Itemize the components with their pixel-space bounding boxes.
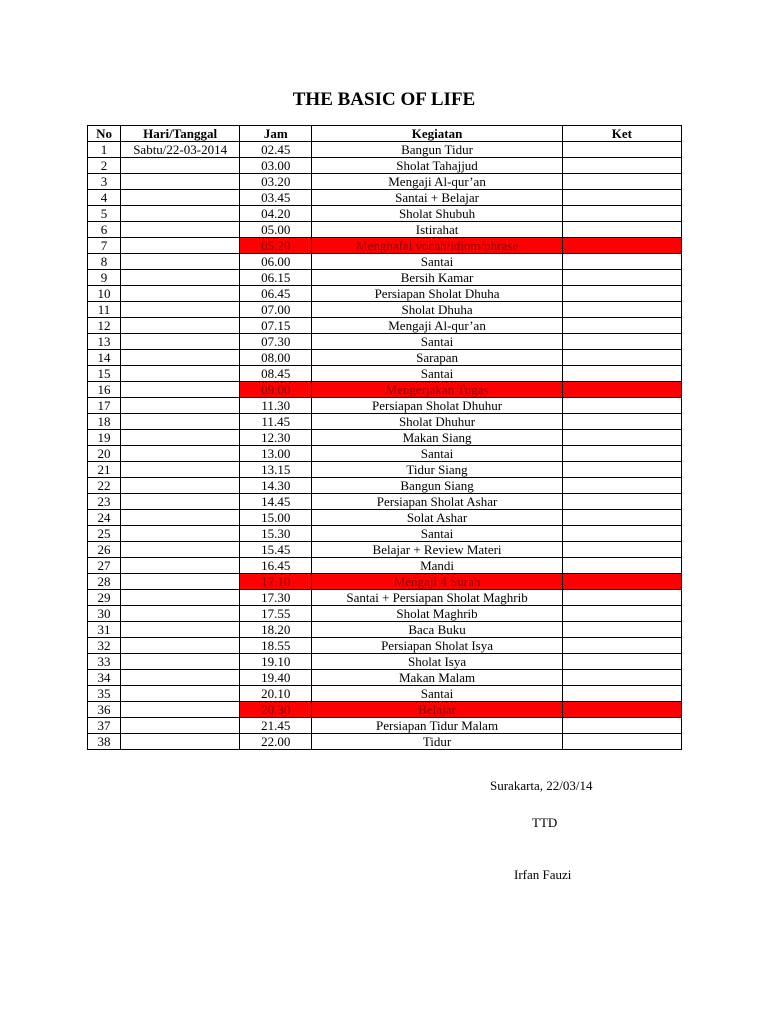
cell-jam: 17.10 — [240, 574, 312, 590]
cell-kegiatan: Sholat Maghrib — [312, 606, 562, 622]
cell-ket — [562, 686, 681, 702]
table-row — [88, 334, 682, 350]
cell-kegiatan: Mandi — [312, 558, 562, 574]
cell-jam: 02.45 — [240, 142, 312, 158]
table-row — [88, 638, 682, 654]
cell-jam: 15.30 — [240, 526, 312, 542]
table-row — [88, 494, 682, 510]
cell-no: 15 — [88, 366, 121, 382]
cell-jam: 09.00 — [240, 382, 312, 398]
cell-ket — [562, 590, 681, 606]
cell-hari-tanggal: Sabtu/22-03-2014 — [121, 142, 240, 158]
cell-hari-tanggal — [121, 398, 240, 414]
cell-kegiatan: Baca Buku — [312, 622, 562, 638]
cell-ket — [562, 622, 681, 638]
table-row — [88, 622, 682, 638]
cell-jam: 17.55 — [240, 606, 312, 622]
cell-jam: 04.20 — [240, 206, 312, 222]
signature-name: Irfan Fauzi — [514, 867, 572, 882]
cell-no: 16 — [88, 382, 121, 398]
cell-kegiatan: Persiapan Sholat Dhuha — [312, 286, 562, 302]
cell-hari-tanggal — [121, 606, 240, 622]
cell-kegiatan: Santai — [312, 254, 562, 270]
cell-kegiatan: Sholat Dhuhur — [312, 414, 562, 430]
cell-no: 26 — [88, 542, 121, 558]
cell-jam: 17.30 — [240, 590, 312, 606]
cell-no: 1 — [88, 142, 121, 158]
table-row — [88, 670, 682, 686]
cell-hari-tanggal — [121, 638, 240, 654]
cell-hari-tanggal — [121, 558, 240, 574]
cell-no: 18 — [88, 414, 121, 430]
cell-ket — [562, 318, 681, 334]
cell-kegiatan: Santai — [312, 446, 562, 462]
cell-jam: 14.45 — [240, 494, 312, 510]
cell-kegiatan: Santai — [312, 526, 562, 542]
cell-ket — [562, 286, 681, 302]
table-row — [88, 590, 682, 606]
cell-kegiatan: Santai — [312, 366, 562, 382]
cell-no: 38 — [88, 734, 121, 750]
cell-ket — [562, 270, 681, 286]
table-row — [88, 206, 682, 222]
cell-ket — [562, 254, 681, 270]
cell-no: 21 — [88, 462, 121, 478]
header-jam: Jam — [240, 126, 312, 142]
cell-jam: 03.45 — [240, 190, 312, 206]
cell-ket — [562, 366, 681, 382]
cell-jam: 07.00 — [240, 302, 312, 318]
cell-kegiatan: Bangun Siang — [312, 478, 562, 494]
cell-jam: 03.00 — [240, 158, 312, 174]
cell-kegiatan: Persiapan Sholat Ashar — [312, 494, 562, 510]
header-ket: Ket — [562, 126, 681, 142]
cell-jam: 21.45 — [240, 718, 312, 734]
cell-hari-tanggal — [121, 446, 240, 462]
cell-ket — [562, 446, 681, 462]
table-row — [88, 718, 682, 734]
table-row — [88, 318, 682, 334]
table-row — [88, 254, 682, 270]
cell-jam: 05.00 — [240, 222, 312, 238]
cell-hari-tanggal — [121, 526, 240, 542]
cell-hari-tanggal — [121, 414, 240, 430]
cell-ket — [562, 398, 681, 414]
cell-kegiatan: Sholat Dhuha — [312, 302, 562, 318]
cell-hari-tanggal — [121, 382, 240, 398]
cell-no: 19 — [88, 430, 121, 446]
cell-jam: 15.45 — [240, 542, 312, 558]
cell-no: 34 — [88, 670, 121, 686]
cell-no: 37 — [88, 718, 121, 734]
cell-ket — [562, 702, 681, 718]
cell-kegiatan: Makan Malam — [312, 670, 562, 686]
cell-ket — [562, 638, 681, 654]
table-row — [88, 542, 682, 558]
cell-ket — [562, 142, 681, 158]
cell-no: 8 — [88, 254, 121, 270]
cell-hari-tanggal — [121, 366, 240, 382]
cell-jam: 07.30 — [240, 334, 312, 350]
signature-place-date: Surakarta, 22/03/14 — [490, 778, 593, 793]
cell-hari-tanggal — [121, 574, 240, 590]
cell-ket — [562, 478, 681, 494]
cell-jam: 12.30 — [240, 430, 312, 446]
header-kegiatan: Kegiatan — [312, 126, 562, 142]
header-hari-tanggal: Hari/Tanggal — [121, 126, 240, 142]
table-row — [88, 238, 682, 254]
cell-hari-tanggal — [121, 590, 240, 606]
cell-hari-tanggal — [121, 286, 240, 302]
table-row — [88, 510, 682, 526]
table-row — [88, 190, 682, 206]
cell-hari-tanggal — [121, 174, 240, 190]
table-row — [88, 686, 682, 702]
cell-kegiatan: Tidur Siang — [312, 462, 562, 478]
table-row — [88, 446, 682, 462]
cell-jam: 18.55 — [240, 638, 312, 654]
cell-jam: 11.30 — [240, 398, 312, 414]
cell-jam: 22.00 — [240, 734, 312, 750]
cell-ket — [562, 190, 681, 206]
cell-hari-tanggal — [121, 734, 240, 750]
cell-ket — [562, 238, 681, 254]
page-title: THE BASIC OF LIFE — [292, 89, 476, 110]
cell-kegiatan: Bangun Tidur — [312, 142, 562, 158]
cell-no: 36 — [88, 702, 121, 718]
cell-no: 28 — [88, 574, 121, 590]
cell-no: 11 — [88, 302, 121, 318]
cell-kegiatan: Santai — [312, 334, 562, 350]
cell-ket — [562, 542, 681, 558]
cell-kegiatan: Tidur — [312, 734, 562, 750]
cell-ket — [562, 558, 681, 574]
table-row — [88, 478, 682, 494]
cell-ket — [562, 382, 681, 398]
cell-no: 31 — [88, 622, 121, 638]
cell-hari-tanggal — [121, 334, 240, 350]
cell-no: 4 — [88, 190, 121, 206]
cell-jam: 13.00 — [240, 446, 312, 462]
cell-kegiatan: Santai — [312, 686, 562, 702]
cell-hari-tanggal — [121, 222, 240, 238]
schedule-body — [88, 142, 682, 750]
cell-no: 20 — [88, 446, 121, 462]
cell-hari-tanggal — [121, 510, 240, 526]
cell-hari-tanggal — [121, 702, 240, 718]
cell-hari-tanggal — [121, 270, 240, 286]
table-row — [88, 366, 682, 382]
cell-no: 17 — [88, 398, 121, 414]
cell-no: 32 — [88, 638, 121, 654]
cell-no: 2 — [88, 158, 121, 174]
cell-kegiatan: Santai + Belajar — [312, 190, 562, 206]
header-no: No — [88, 126, 121, 142]
cell-hari-tanggal — [121, 686, 240, 702]
table-row — [88, 654, 682, 670]
cell-ket — [562, 574, 681, 590]
cell-hari-tanggal — [121, 622, 240, 638]
cell-hari-tanggal — [121, 302, 240, 318]
cell-ket — [562, 334, 681, 350]
cell-ket — [562, 222, 681, 238]
table-row — [88, 702, 682, 718]
cell-no: 10 — [88, 286, 121, 302]
cell-hari-tanggal — [121, 462, 240, 478]
table-row — [88, 174, 682, 190]
cell-ket — [562, 462, 681, 478]
table-row — [88, 558, 682, 574]
cell-hari-tanggal — [121, 478, 240, 494]
cell-no: 9 — [88, 270, 121, 286]
table-row — [88, 462, 682, 478]
cell-no: 29 — [88, 590, 121, 606]
cell-ket — [562, 350, 681, 366]
cell-kegiatan: Solat Ashar — [312, 510, 562, 526]
cell-jam: 13.15 — [240, 462, 312, 478]
cell-kegiatan: Mengaji Al-qur’an — [312, 318, 562, 334]
table-row — [88, 142, 682, 158]
cell-jam: 19.10 — [240, 654, 312, 670]
cell-ket — [562, 654, 681, 670]
table-row — [88, 286, 682, 302]
cell-jam: 19.40 — [240, 670, 312, 686]
cell-kegiatan: Mengaji 4 Surah — [312, 574, 562, 590]
cell-ket — [562, 606, 681, 622]
cell-jam: 20.10 — [240, 686, 312, 702]
cell-ket — [562, 206, 681, 222]
cell-hari-tanggal — [121, 350, 240, 366]
cell-ket — [562, 670, 681, 686]
table-row — [88, 398, 682, 414]
cell-no: 35 — [88, 686, 121, 702]
cell-hari-tanggal — [121, 430, 240, 446]
cell-hari-tanggal — [121, 654, 240, 670]
table-row — [88, 430, 682, 446]
cell-hari-tanggal — [121, 318, 240, 334]
cell-jam: 15.00 — [240, 510, 312, 526]
cell-jam: 06.45 — [240, 286, 312, 302]
table-row — [88, 606, 682, 622]
cell-kegiatan: Makan Siang — [312, 430, 562, 446]
cell-hari-tanggal — [121, 670, 240, 686]
cell-jam: 20.30 — [240, 702, 312, 718]
cell-kegiatan: Belajar + Review Materi — [312, 542, 562, 558]
table-row — [88, 574, 682, 590]
cell-no: 5 — [88, 206, 121, 222]
cell-kegiatan: Persiapan Sholat Dhuhur — [312, 398, 562, 414]
signature-ttd: TTD — [532, 815, 558, 830]
cell-no: 6 — [88, 222, 121, 238]
cell-jam: 07.15 — [240, 318, 312, 334]
cell-hari-tanggal — [121, 542, 240, 558]
cell-kegiatan: Bersih Kamar — [312, 270, 562, 286]
table-row — [88, 414, 682, 430]
cell-jam: 14.30 — [240, 478, 312, 494]
cell-kegiatan: Sholat Isya — [312, 654, 562, 670]
cell-no: 30 — [88, 606, 121, 622]
cell-ket — [562, 494, 681, 510]
cell-kegiatan: Sarapan — [312, 350, 562, 366]
cell-no: 3 — [88, 174, 121, 190]
table-row — [88, 270, 682, 286]
cell-ket — [562, 414, 681, 430]
cell-no: 27 — [88, 558, 121, 574]
table-row — [88, 734, 682, 750]
cell-no: 13 — [88, 334, 121, 350]
cell-kegiatan: Sholat Tahajjud — [312, 158, 562, 174]
cell-jam: 18.20 — [240, 622, 312, 638]
cell-hari-tanggal — [121, 158, 240, 174]
cell-kegiatan: Persiapan Sholat Isya — [312, 638, 562, 654]
cell-jam: 06.00 — [240, 254, 312, 270]
cell-ket — [562, 430, 681, 446]
cell-hari-tanggal — [121, 190, 240, 206]
cell-kegiatan: Persiapan Tidur Malam — [312, 718, 562, 734]
cell-jam: 06.15 — [240, 270, 312, 286]
table-row — [88, 222, 682, 238]
cell-no: 24 — [88, 510, 121, 526]
cell-ket — [562, 718, 681, 734]
table-row — [88, 350, 682, 366]
cell-kegiatan: Istirahat — [312, 222, 562, 238]
cell-hari-tanggal — [121, 254, 240, 270]
cell-ket — [562, 734, 681, 750]
cell-no: 25 — [88, 526, 121, 542]
cell-ket — [562, 302, 681, 318]
table-row — [88, 302, 682, 318]
cell-no: 7 — [88, 238, 121, 254]
cell-ket — [562, 526, 681, 542]
cell-hari-tanggal — [121, 206, 240, 222]
cell-kegiatan: Menghafal vocab/idiom/phrase — [312, 238, 562, 254]
cell-jam: 05.20 — [240, 238, 312, 254]
cell-ket — [562, 174, 681, 190]
schedule-table — [87, 125, 682, 750]
cell-kegiatan: Sholat Shubuh — [312, 206, 562, 222]
cell-jam: 08.00 — [240, 350, 312, 366]
cell-no: 12 — [88, 318, 121, 334]
cell-jam: 03.20 — [240, 174, 312, 190]
table-row — [88, 526, 682, 542]
cell-hari-tanggal — [121, 494, 240, 510]
cell-kegiatan: Belajar — [312, 702, 562, 718]
cell-jam: 11.45 — [240, 414, 312, 430]
cell-jam: 16.45 — [240, 558, 312, 574]
cell-ket — [562, 158, 681, 174]
cell-hari-tanggal — [121, 238, 240, 254]
cell-kegiatan: Santai + Persiapan Sholat Maghrib — [312, 590, 562, 606]
table-row — [88, 382, 682, 398]
cell-hari-tanggal — [121, 718, 240, 734]
cell-kegiatan: Mengerjakan Tugas — [312, 382, 562, 398]
cell-no: 33 — [88, 654, 121, 670]
cell-jam: 08.45 — [240, 366, 312, 382]
cell-no: 23 — [88, 494, 121, 510]
cell-kegiatan: Mengaji Al-qur’an — [312, 174, 562, 190]
cell-no: 14 — [88, 350, 121, 366]
table-header-row — [88, 126, 682, 142]
cell-ket — [562, 510, 681, 526]
cell-no: 22 — [88, 478, 121, 494]
table-row — [88, 158, 682, 174]
